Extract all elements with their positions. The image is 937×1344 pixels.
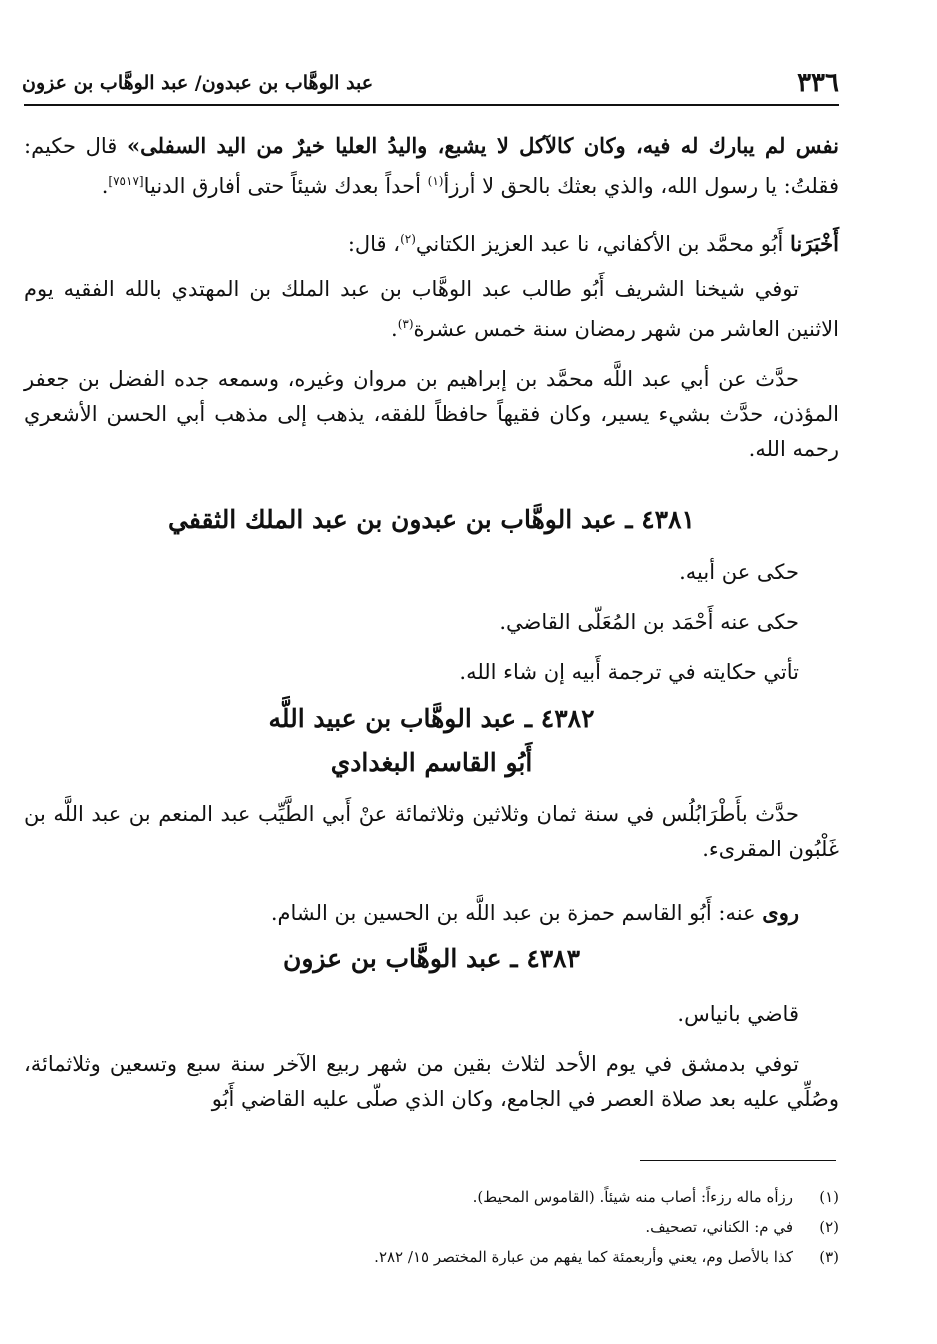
paragraph-cross-ref: تأتي حكايته في ترجمة أَبيه إن شاء الله. xyxy=(459,660,799,684)
footnote-number: (٢) xyxy=(819,1218,839,1236)
paragraph-narrated-from: حكى عن أبيه. xyxy=(679,560,799,584)
death-text: توفي شيخنا الشريف أَبُو طالب عبد الوهَّاب بن عبد الملك بن المهتدي بالله الفقيه يوم الاثنين العاشر من شهر رمضان سنة خمس عشرة xyxy=(24,277,839,341)
hadith-number: [٧٥١٧] xyxy=(108,174,144,188)
paragraph-death-2: توفي بدمشق في يوم الأحد لثلاث بقين من شهر ربيع الآخر سنة سبع وتسعين وثلاثمائة، وصُلِّي عليه بعد صلاة العصر في الجامع، وكان الذي صلّى عليه القاضي أَبُو xyxy=(24,1052,839,1111)
entry-heading-4382-kunya: أَبُو القاسم البغدادي xyxy=(330,748,533,777)
paragraph-qadi: قاضي بانياس. xyxy=(677,1002,799,1026)
akhbarana: أَخْبَرَنا xyxy=(790,231,839,256)
hadith-tail: قال حكيم: فقلتُ: يا رسول الله، والذي بعثك بالحق لا أرزأ xyxy=(24,134,839,198)
footnote-2 xyxy=(24,1216,839,1238)
rawa-label: روى xyxy=(762,900,799,925)
isnad-text: أَبُو محمَّد بن الأكفاني، نا عبد العزيز الكتاني xyxy=(415,232,791,256)
footnote-ref-1: (١) xyxy=(427,174,444,188)
paragraph-isnad xyxy=(24,222,839,262)
paragraph-narration: حدَّث عن أبي عبد اللَّه محمَّد بن إبراهيم بن مروان وغيره، وسمعه جده الفضل بن جعفر المؤذن، حدَّث بشيء يسير، وكان فقيهاً حافظاً للفقه، يذهب إلى مذهب أبي الحسن الأشعري رحمه الله. xyxy=(24,367,839,461)
footnote-rule xyxy=(640,1160,836,1161)
page-number: ٣٣٦ xyxy=(797,68,839,98)
period: . xyxy=(101,174,109,198)
footnote-number: (١) xyxy=(819,1188,839,1206)
footnote-number: (٣) xyxy=(819,1248,839,1266)
footnote-ref-2: (٢) xyxy=(400,232,416,246)
footnote-1 xyxy=(24,1186,839,1208)
paragraph-tripoli: حدَّث بأَطْرَابُلُس في سنة ثمان وثلاثين وثلاثمائة عنْ أَبي الطَّيِّب عبد المنعم بن عبد اللَّه بن غَلْبُون المقرىء. xyxy=(24,802,839,861)
paragraph-narrated-by: حكى عنه أَحْمَد بن المُعَلّى القاضي. xyxy=(499,610,799,634)
paragraph-death xyxy=(24,272,839,347)
footnote-3 xyxy=(24,1246,839,1268)
running-title: عبد الوهَّاب بن عبدون/ عبد الوهَّاب بن عزون xyxy=(22,72,374,94)
hadith-tail-2: أحداً بعدك شيئاً حتى أفارق الدنيا xyxy=(143,174,428,198)
paragraph-narrated-by-2 xyxy=(24,895,839,931)
footnote-text: كذا بالأصل وم، يعني وأربعمئة كما يفهم من عبارة المختصر ١٥/ ٢٨٢. xyxy=(374,1248,793,1266)
entry-heading-4381: ٤٣٨١ ـ عبد الوهَّاب بن عبدون بن عبد الملك الثقفي xyxy=(168,505,695,534)
period: . xyxy=(391,317,398,341)
footnote-ref-3: (٣) xyxy=(397,317,414,331)
entry-heading-4382: ٤٣٨٢ ـ عبد الوهَّاب بن عبيد اللَّه xyxy=(268,704,595,733)
header-rule xyxy=(24,104,839,106)
entry-heading-4383: ٤٣٨٣ ـ عبد الوهَّاب بن عزون xyxy=(282,944,581,973)
paragraph-hadith-end xyxy=(24,128,839,204)
hadith-text: نفس لم يبارك له فيه، وكان كالآكل لا يشبع، واليدُ العليا خيرٌ من اليد السفلى» xyxy=(127,133,839,158)
rawa-text: عنه: أَبُو القاسم حمزة بن عبد اللَّه بن الحسين بن الشام. xyxy=(270,901,763,925)
footnote-text: رزأه ماله رزءاً: أصاب منه شيئاً. (القاموس المحيط). xyxy=(472,1188,793,1206)
footnote-text: في م: الكناني، تصحيف. xyxy=(645,1218,793,1236)
isnad-end: ، قال: xyxy=(347,232,401,256)
page-header xyxy=(22,62,839,104)
